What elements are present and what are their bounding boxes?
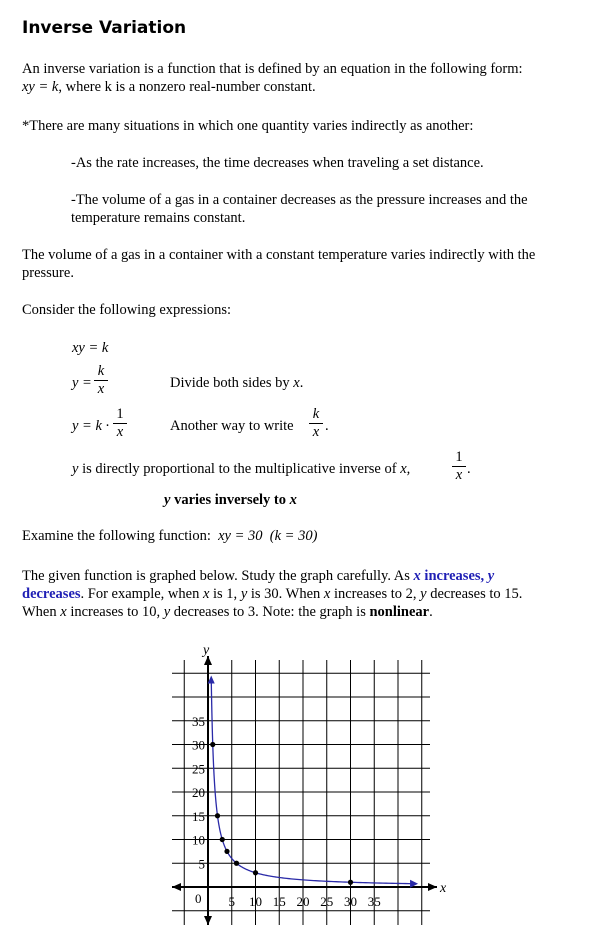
y-tick-label: 20	[192, 785, 205, 800]
expression-3-period: .	[325, 418, 329, 434]
graph-text-1a: The given function is graphed below. Study the graph carefully. As	[22, 568, 410, 584]
expression-4-var2: x,	[400, 461, 411, 477]
examine-equation: xy = 30	[218, 528, 263, 544]
graph-text-1-y: y	[487, 568, 495, 584]
expression-1: xy = k	[72, 340, 109, 356]
situations-heading: *There are many situations in which one quantity varies indirectly as another:	[22, 118, 474, 134]
expression-4-text: is directly proportional to the multiplicative inverse of	[82, 461, 397, 477]
intro-line-2-text: , where k is a nonzero real-number constant.	[58, 79, 316, 95]
x-axis-arrow-icon	[428, 883, 437, 891]
expression-2-note-text: Divide both sides by	[170, 375, 290, 391]
graph-text-3b: increases to 10,	[70, 604, 161, 620]
graph-grid	[172, 660, 430, 925]
graph-text-3-y: y	[163, 604, 171, 620]
expression-2-note-period: .	[299, 375, 304, 391]
situation-example-2-line-2: temperature remains constant.	[71, 210, 246, 226]
examine-text: Examine the following function:	[22, 528, 211, 544]
y-tick-label: 25	[192, 761, 205, 777]
x-tick-label: 15	[272, 894, 286, 909]
graph-text-3c: decreases to 3. Note: the graph is	[173, 604, 366, 620]
data-point	[220, 837, 225, 842]
inverse-curve	[211, 677, 416, 883]
x-tick-label: 20	[296, 894, 310, 909]
intro-line-1: An inverse variation is a function that is defined by an equation in the following form:	[22, 61, 523, 77]
x-axis-left-arrow-icon	[172, 883, 181, 891]
expression-4-period: .	[467, 461, 471, 477]
graph-axes	[172, 643, 447, 925]
x-tick-label: 10	[249, 894, 262, 909]
y-tick-label: 15	[192, 808, 205, 824]
y-axis-down-arrow-icon	[204, 916, 212, 925]
graph-text-2-y1: y	[240, 586, 248, 602]
y-tick-label: 10	[192, 832, 205, 848]
graph-text-2-x2: x	[323, 586, 331, 602]
expression-2-lhs: y =	[72, 375, 92, 391]
y-axis-label: y	[203, 643, 210, 658]
graph-text-2a: . For example, when	[80, 586, 200, 602]
x-tick-label: 35	[367, 894, 381, 909]
expression-2-denominator: x	[97, 381, 105, 397]
data-point	[224, 849, 229, 854]
graph-text-1-x: x	[413, 568, 421, 584]
intro-equation: xy = k	[22, 79, 59, 95]
graph-text-3a: When	[22, 604, 57, 620]
expression-3-note-numerator: k	[312, 406, 320, 422]
expression-3-denominator: x	[116, 424, 124, 440]
data-point	[253, 870, 258, 875]
expression-5-x: x	[289, 492, 297, 508]
page-title: Inverse Variation	[22, 18, 187, 38]
graph-text-2-y2: y	[420, 586, 427, 602]
expression-4-numerator: 1	[455, 449, 463, 465]
situation-example-1: -As the rate increases, the time decreases when traveling a set distance.	[71, 155, 484, 171]
expression-5-text: varies inversely to	[174, 492, 287, 508]
graph-text-2-x1: x	[202, 586, 210, 602]
graph-text-1-increases: increases,	[424, 568, 485, 584]
data-point	[210, 742, 215, 747]
graph-text-3-x: x	[60, 604, 67, 620]
situation-example-2-line-1: -The volume of a gas in a container decreases as the pressure increases and the	[71, 192, 528, 208]
expression-3-numerator: 1	[116, 406, 124, 422]
expression-3-note-denominator: x	[312, 424, 320, 440]
expression-2-numerator: k	[97, 363, 105, 379]
consider-text: Consider the following expressions:	[22, 302, 232, 318]
expression-3-lhs: y = k ·	[72, 418, 110, 434]
gas-line-2: pressure.	[22, 265, 74, 281]
graph-text-3-end: .	[429, 604, 433, 620]
graph-text-2-decreases: decreases	[22, 586, 81, 602]
examine-k: (k = 30)	[269, 528, 318, 544]
graph-text-nonlinear: nonlinear	[369, 604, 430, 620]
expression-2-note-var: x	[293, 375, 300, 391]
expression-5-y: y	[164, 492, 171, 508]
data-point	[234, 861, 239, 866]
y-tick-label: 5	[198, 856, 205, 872]
x-axis-label: x	[440, 881, 447, 896]
graph-text-2e: decreases to 15.	[430, 586, 523, 602]
graph-text-2b: is 1,	[213, 586, 238, 602]
x-tick-label: 5	[228, 894, 235, 909]
expression-4-denominator: x	[455, 467, 463, 483]
gas-line-1: The volume of a gas in a container with a constant temperature varies indirectly with the	[22, 247, 536, 263]
graph-tick-labels	[192, 714, 381, 909]
origin-label: 0	[195, 891, 202, 906]
y-tick-label: 35	[192, 713, 205, 729]
y-tick-label: 30	[192, 737, 205, 753]
expression-3-note: Another way to write	[170, 418, 294, 434]
data-point	[348, 880, 353, 885]
x-tick-label: 25	[320, 894, 334, 909]
x-tick-label: 30	[344, 894, 357, 909]
graph-text-2c: is 30. When	[250, 586, 321, 602]
data-point	[215, 813, 220, 818]
graph-curve-layer	[208, 675, 418, 887]
expression-4-var: y	[72, 461, 79, 477]
graph-text-2d: increases to 2,	[333, 586, 417, 602]
